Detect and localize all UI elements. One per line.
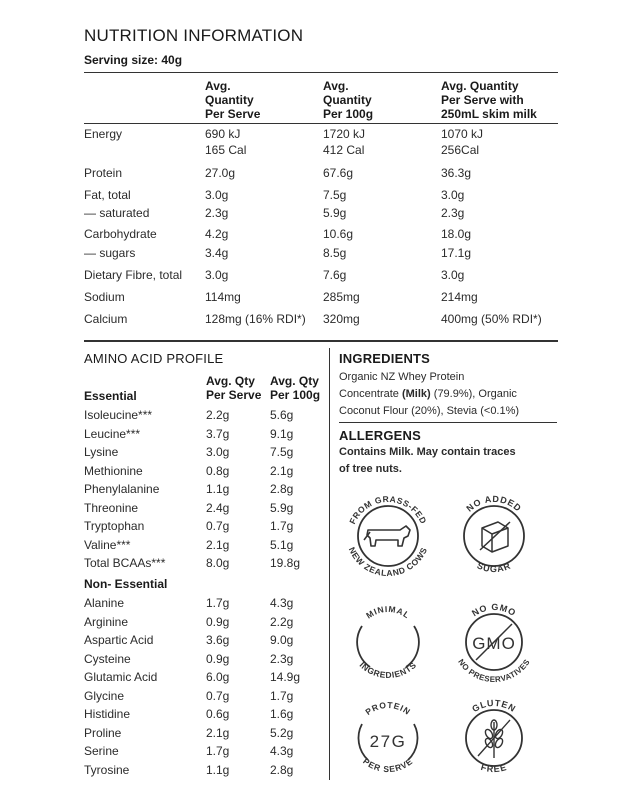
essential-label: Essential <box>84 389 137 403</box>
divider-top <box>84 72 558 73</box>
nutrition-cell: 3.0g <box>441 268 465 282</box>
amino-per-100g: 2.3g <box>270 652 294 666</box>
amino-name: Glutamic Acid <box>84 670 158 684</box>
amino-per-serve: 1.7g <box>206 744 230 758</box>
amino-per-100g: 7.5g <box>270 445 294 459</box>
nutrition-cell: 8.5g <box>323 246 347 260</box>
nutrition-cell: 320mg <box>323 312 360 326</box>
protein-amount: 27G <box>369 732 407 751</box>
amino-name: Serine <box>84 744 119 758</box>
amino-per-serve: 0.8g <box>206 464 230 478</box>
amino-per-100g: 4.3g <box>270 596 294 610</box>
amino-name: Threonine <box>84 501 139 515</box>
amino-name: Tyrosine <box>84 763 130 777</box>
amino-name: Arginine <box>84 615 129 629</box>
nutrition-row-label: — sugars <box>84 246 136 260</box>
amino-name: Isoleucine*** <box>84 408 153 422</box>
nutrition-header-with-milk: Avg. Quantity Per Serve with 250mL skim milk <box>441 79 537 121</box>
amino-per-100g: 2.2g <box>270 615 294 629</box>
ingredients-text: Organic NZ Whey Protein Concentrate (Milk) (79.9%), Organic Coconut Flour (20%), Stevia (<0.1%) <box>339 371 520 417</box>
nutrition-cell: 2.3g <box>441 206 465 220</box>
amino-per-100g: 5.2g <box>270 726 294 740</box>
wheat-icon <box>478 720 510 758</box>
nutrition-cell: 2.3g <box>205 206 229 220</box>
amino-title: AMINO ACID PROFILE <box>84 351 224 366</box>
amino-per-serve: 0.7g <box>206 519 230 533</box>
divider-ingredients <box>339 422 557 423</box>
nutrition-cell: 7.6g <box>323 268 347 282</box>
amino-per-100g: 19.8g <box>270 556 301 570</box>
amino-per-100g: 5.9g <box>270 501 294 515</box>
nutrition-cell: 67.6g <box>323 166 354 180</box>
amino-name: Alanine <box>84 596 125 610</box>
nutrition-row-label: — saturated <box>84 206 150 220</box>
nutrition-row-label: Protein <box>84 166 123 180</box>
nutrition-cell: 3.4g <box>205 246 229 260</box>
svg-text:NO ADDED: NO ADDED <box>464 493 524 514</box>
nutrition-row-label: Dietary Fibre, total <box>84 268 183 282</box>
nutrition-cell: 18.0g <box>441 227 472 241</box>
amino-per-100g: 2.8g <box>270 763 294 777</box>
svg-text:PER SERVE: PER SERVE <box>361 755 415 775</box>
gmo-center-label: GMO <box>472 634 516 653</box>
nutrition-cell: 10.6g <box>323 227 354 241</box>
amino-name: Aspartic Acid <box>84 633 154 647</box>
nutrition-cell: 3.0g <box>205 268 229 282</box>
page-title: NUTRITION INFORMATION <box>84 26 304 45</box>
nutrition-row-label: Sodium <box>84 290 125 304</box>
nutrition-cell: 214mg <box>441 290 478 304</box>
no-gmo-badge <box>446 594 542 690</box>
amino-per-100g: 1.6g <box>270 707 294 721</box>
amino-per-serve: 1.1g <box>206 482 230 496</box>
amino-header-per-100g: Avg. Qty Per 100g <box>270 374 321 402</box>
divider-header <box>84 123 558 124</box>
nutrition-cell: 256Cal <box>441 143 480 157</box>
amino-per-100g: 2.8g <box>270 482 294 496</box>
svg-text:FROM GRASS-FED: FROM GRASS-FED <box>347 493 429 526</box>
nutrition-cell: 1070 kJ <box>441 127 484 141</box>
amino-per-serve: 1.7g <box>206 596 230 610</box>
amino-name: Cysteine <box>84 652 131 666</box>
nutrition-cell: 412 Cal <box>323 143 365 157</box>
amino-per-serve: 2.1g <box>206 726 230 740</box>
amino-per-100g: 5.6g <box>270 408 294 422</box>
nutrition-row-label: Carbohydrate <box>84 227 157 241</box>
allergens-text: Contains Milk. May contain traces of tree nuts. <box>339 446 516 475</box>
amino-per-100g: 9.1g <box>270 427 294 441</box>
amino-per-serve: 2.2g <box>206 408 230 422</box>
gluten-free-badge <box>446 690 542 786</box>
amino-per-serve: 0.9g <box>206 615 230 629</box>
ingredients-title: INGREDIENTS <box>339 351 431 366</box>
nutrition-row-label: Fat, total <box>84 188 131 202</box>
divider-vertical <box>329 348 330 780</box>
amino-name: Total BCAAs*** <box>84 556 166 570</box>
amino-per-100g: 4.3g <box>270 744 294 758</box>
svg-text:NO GMO: NO GMO <box>470 601 518 619</box>
amino-name: Proline <box>84 726 122 740</box>
svg-text:INGREDIENTS: INGREDIENTS <box>357 659 419 681</box>
amino-name: Methionine <box>84 464 143 478</box>
amino-per-serve: 0.7g <box>206 689 230 703</box>
nutrition-cell: 17.1g <box>441 246 472 260</box>
amino-per-100g: 1.7g <box>270 519 294 533</box>
amino-per-100g: 1.7g <box>270 689 294 703</box>
nutrition-cell: 165 Cal <box>205 143 247 157</box>
svg-text:NEW ZEALAND COWS: NEW ZEALAND COWS <box>346 545 430 579</box>
amino-name: Lysine <box>84 445 119 459</box>
amino-name: Glycine <box>84 689 125 703</box>
nutrition-cell: 114mg <box>205 290 241 304</box>
amino-per-serve: 3.0g <box>206 445 230 459</box>
amino-per-100g: 5.1g <box>270 538 294 552</box>
nutrition-cell: 5.9g <box>323 206 347 220</box>
no-added-sugar-badge <box>446 488 542 584</box>
amino-name: Leucine*** <box>84 427 141 441</box>
amino-per-serve: 6.0g <box>206 670 230 684</box>
amino-name: Histidine <box>84 707 131 721</box>
nutrition-cell: 128mg (16% RDI*) <box>205 312 306 326</box>
nutrition-cell: 285mg <box>323 290 360 304</box>
non-essential-label: Non- Essential <box>84 577 168 591</box>
amino-per-serve: 0.6g <box>206 707 230 721</box>
amino-per-serve: 3.6g <box>206 633 230 647</box>
nutrition-cell: 4.2g <box>205 227 229 241</box>
serving-size: Serving size: 40g <box>84 53 183 67</box>
svg-text:NO PRESERVATIVES: NO PRESERVATIVES <box>456 657 532 685</box>
nutrition-cell: 1720 kJ <box>323 127 366 141</box>
svg-text:GLUTEN: GLUTEN <box>470 697 518 715</box>
amino-per-100g: 2.1g <box>270 464 294 478</box>
protein-per-serve-badge <box>340 690 436 786</box>
amino-per-serve: 2.4g <box>206 501 230 515</box>
nutrition-row-label: Calcium <box>84 312 128 326</box>
amino-per-serve: 2.1g <box>206 538 230 552</box>
nutrition-cell: 3.0g <box>441 188 465 202</box>
nutrition-cell: 690 kJ <box>205 127 241 141</box>
minimal-ingredients-badge <box>340 594 436 690</box>
nutrition-cell: 36.3g <box>441 166 472 180</box>
amino-name: Tryptophan <box>84 519 145 533</box>
amino-per-100g: 9.0g <box>270 633 294 647</box>
amino-name: Phenylalanine <box>84 482 160 496</box>
amino-name: Valine*** <box>84 538 131 552</box>
amino-per-serve: 3.7g <box>206 427 230 441</box>
amino-per-serve: 8.0g <box>206 556 230 570</box>
amino-per-serve: 0.9g <box>206 652 230 666</box>
svg-text:PROTEIN: PROTEIN <box>363 699 413 718</box>
allergens-title: ALLERGENS <box>339 428 421 443</box>
amino-per-serve: 1.1g <box>206 763 230 777</box>
sugar-cube-icon <box>480 522 510 552</box>
nutrition-cell: 7.5g <box>323 188 347 202</box>
nutrition-cell: 400mg (50% RDI*) <box>441 312 542 326</box>
nutrition-row-label: Energy <box>84 127 123 141</box>
grass-fed-badge <box>340 488 436 584</box>
nutrition-header-per-serve: Avg. Quantity Per Serve <box>205 79 261 121</box>
nutrition-cell: 27.0g <box>205 166 236 180</box>
nutrition-header-per-100g: Avg. Quantity Per 100g <box>323 79 374 121</box>
amino-header-per-serve: Avg. Qty Per Serve <box>206 374 262 402</box>
nutrition-cell: 3.0g <box>205 188 229 202</box>
svg-text:FREE: FREE <box>479 761 509 775</box>
divider-bottom <box>84 340 558 342</box>
cow-icon <box>364 526 410 546</box>
amino-per-100g: 14.9g <box>270 670 301 684</box>
svg-text:SUGAR: SUGAR <box>475 560 513 575</box>
svg-text:MINIMAL: MINIMAL <box>364 603 412 621</box>
